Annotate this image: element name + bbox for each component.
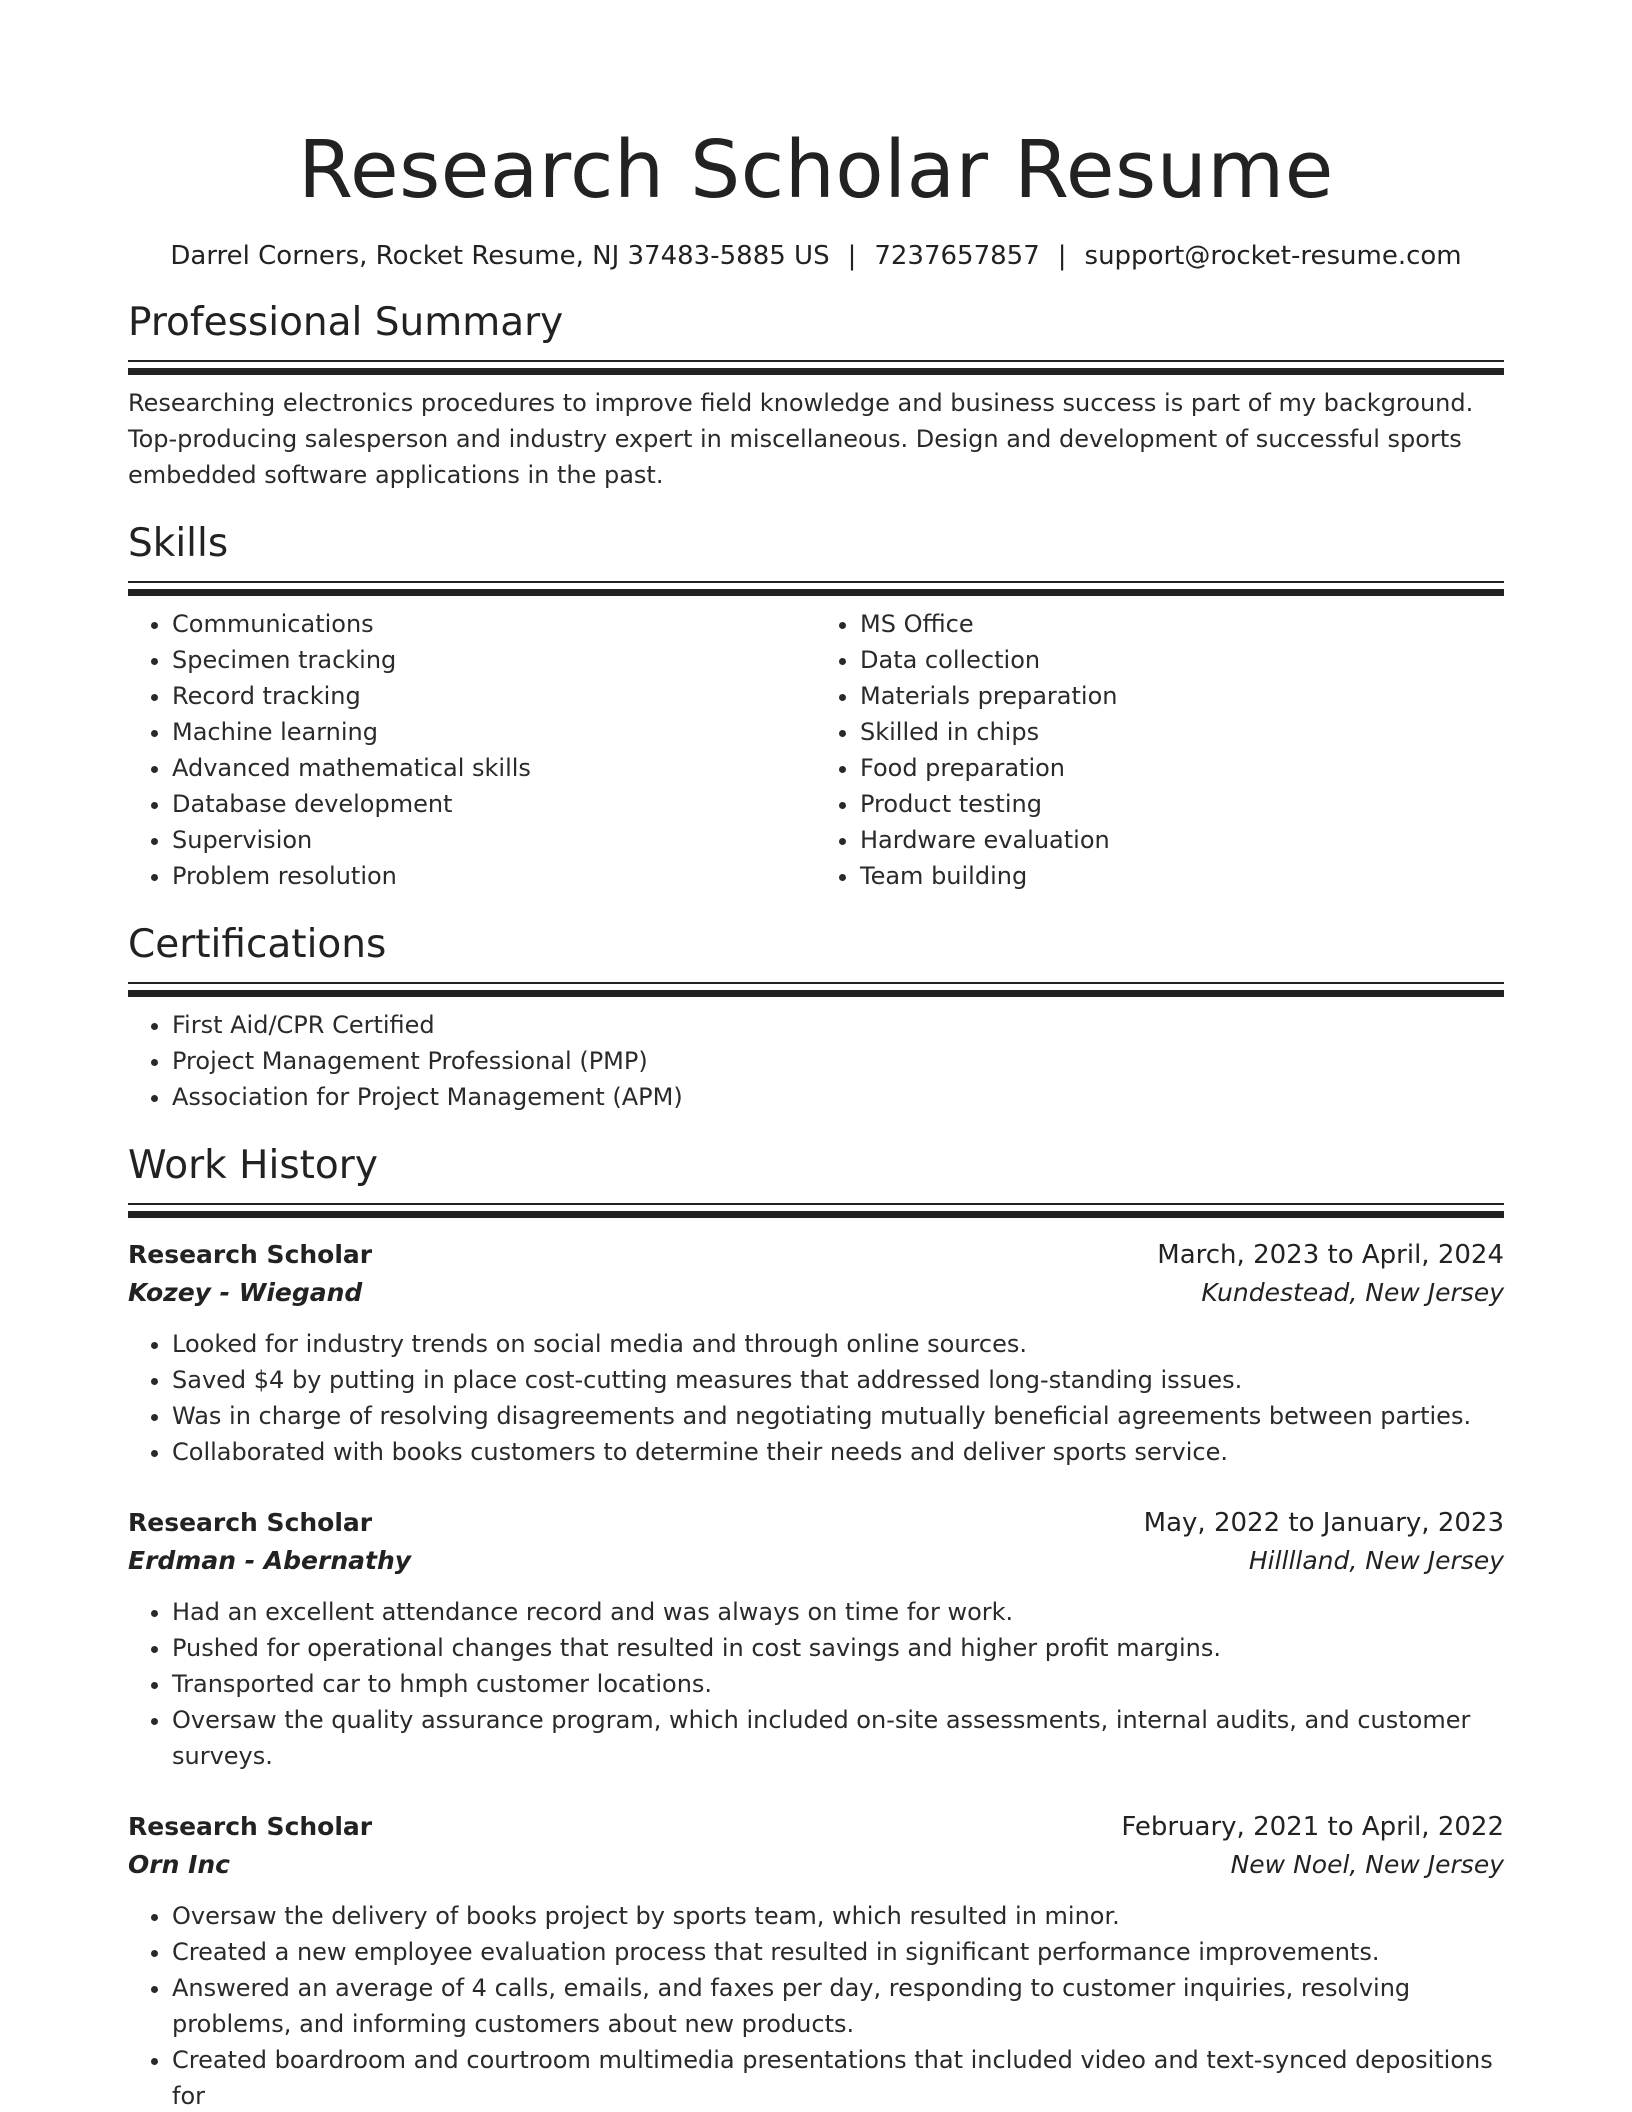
skills-grid <box>128 606 1504 894</box>
work-history-section <box>128 1141 1504 2112</box>
job-header-row <box>128 1504 1504 1542</box>
section-divider <box>128 1203 1504 1218</box>
job-bullets <box>128 1594 1504 1774</box>
job-company-row <box>128 1846 1504 1884</box>
skill-item: • Machine learning <box>172 714 816 750</box>
contact-phone: 7237657857 <box>874 241 1040 271</box>
skills-column-left <box>128 606 816 894</box>
job-bullet: • Created a new employee evaluation process that resulted in significant performance improvements. <box>172 1934 1504 1970</box>
skill-item: • Record tracking <box>172 678 816 714</box>
skill-item: • MS Office <box>860 606 1504 642</box>
skill-item: • Problem resolution <box>172 858 816 894</box>
job-title: Research Scholar <box>128 1240 373 1269</box>
resume-title: Research Scholar Resume <box>298 124 1334 216</box>
job-entry <box>128 1236 1504 1470</box>
job-bullet: • Oversaw the delivery of books project by sports team, which resulted in minor. <box>172 1898 1504 1934</box>
job-bullet: • Created boardroom and courtroom multimedia presentations that included video and text-synced depositions for <box>172 2042 1504 2112</box>
skills-section <box>128 519 1504 894</box>
contact-address: Darrel Corners, Rocket Resume, NJ 37483-5885 US <box>170 241 830 271</box>
skill-item: • Advanced mathematical skills <box>172 750 816 786</box>
job-header-row <box>128 1236 1504 1274</box>
job-location: Kundestead, New Jersey <box>1201 1278 1504 1307</box>
job-bullet: • Had an excellent attendance record and was always on time for work. <box>172 1594 1504 1630</box>
section-heading-skills: Skills <box>128 521 229 566</box>
section-heading-summary: Professional Summary <box>128 300 564 345</box>
job-company: Kozey - Wiegand <box>128 1278 363 1307</box>
contact-line <box>128 238 1504 274</box>
certifications-section <box>128 920 1504 1115</box>
job-bullet: • Saved $4 by putting in place cost-cutting measures that addressed long-standing issues. <box>172 1362 1504 1398</box>
job-bullet: • Pushed for operational changes that resulted in cost savings and higher profit margins. <box>172 1630 1504 1666</box>
job-bullet: • Transported car to hmph customer locations. <box>172 1666 1504 1702</box>
contact-email: support@rocket-resume.com <box>1084 241 1462 271</box>
job-bullet: • Collaborated with books customers to determine their needs and deliver sports service. <box>172 1434 1504 1470</box>
job-company: Erdman - Abernathy <box>128 1546 412 1575</box>
skill-item: • Specimen tracking <box>172 642 816 678</box>
skills-column-right <box>816 606 1504 894</box>
skill-item: • Communications <box>172 606 816 642</box>
job-bullets <box>128 1326 1504 1470</box>
job-dates: May, 2022 to January, 2023 <box>1143 1508 1504 1538</box>
skills-list-left <box>128 606 816 894</box>
section-divider <box>128 360 1504 375</box>
job-company-row <box>128 1542 1504 1580</box>
certification-item: • Project Management Professional (PMP) <box>172 1043 1504 1079</box>
certifications-list <box>128 1007 1504 1115</box>
skill-item: • Food preparation <box>860 750 1504 786</box>
section-heading-certifications: Certifications <box>128 922 387 967</box>
skill-item: • Supervision <box>172 822 816 858</box>
summary-section <box>128 298 1504 493</box>
contact-separator: | <box>847 241 857 271</box>
job-location: New Noel, New Jersey <box>1230 1850 1504 1879</box>
certification-item: • Association for Project Management (APM) <box>172 1079 1504 1115</box>
job-company: Orn Inc <box>128 1850 231 1879</box>
skills-list-right <box>816 606 1504 894</box>
job-company-row <box>128 1274 1504 1312</box>
skill-item: • Hardware evaluation <box>860 822 1504 858</box>
skill-item: • Skilled in chips <box>860 714 1504 750</box>
skill-item: • Materials preparation <box>860 678 1504 714</box>
job-entry <box>128 1504 1504 1774</box>
job-title: Research Scholar <box>128 1812 373 1841</box>
job-entry <box>128 1808 1504 2112</box>
job-bullet: • Oversaw the quality assurance program, which included on-site assessments, internal audits, and customer surveys. <box>172 1702 1504 1774</box>
job-bullet: • Looked for industry trends on social media and through online sources. <box>172 1326 1504 1362</box>
job-bullets <box>128 1898 1504 2112</box>
job-header-row <box>128 1808 1504 1846</box>
certification-item: • First Aid/CPR Certified <box>172 1007 1504 1043</box>
skill-item: • Product testing <box>860 786 1504 822</box>
contact-separator: | <box>1057 241 1067 271</box>
skill-item: • Team building <box>860 858 1504 894</box>
job-bullet: • Was in charge of resolving disagreements and negotiating mutually beneficial agreements between parties. <box>172 1398 1504 1434</box>
job-title: Research Scholar <box>128 1508 373 1537</box>
skill-item: • Database development <box>172 786 816 822</box>
job-dates: February, 2021 to April, 2022 <box>1121 1812 1504 1842</box>
skill-item: • Data collection <box>860 642 1504 678</box>
section-divider <box>128 581 1504 596</box>
job-dates: March, 2023 to April, 2024 <box>1157 1240 1504 1270</box>
job-bullet: • Answered an average of 4 calls, emails, and faxes per day, responding to customer inquiries, resolving problems, and informing customers about new products. <box>172 1970 1504 2042</box>
summary-text: Researching electronics procedures to improve field knowledge and business success is part of my background. Top-producing salesperson and industry expert in miscellaneous. Design and development of successful sports embedded software applications in the past. <box>128 389 1474 489</box>
section-divider <box>128 982 1504 997</box>
job-location: Hilllland, New Jersey <box>1248 1546 1504 1575</box>
section-heading-work-history: Work History <box>128 1143 378 1188</box>
